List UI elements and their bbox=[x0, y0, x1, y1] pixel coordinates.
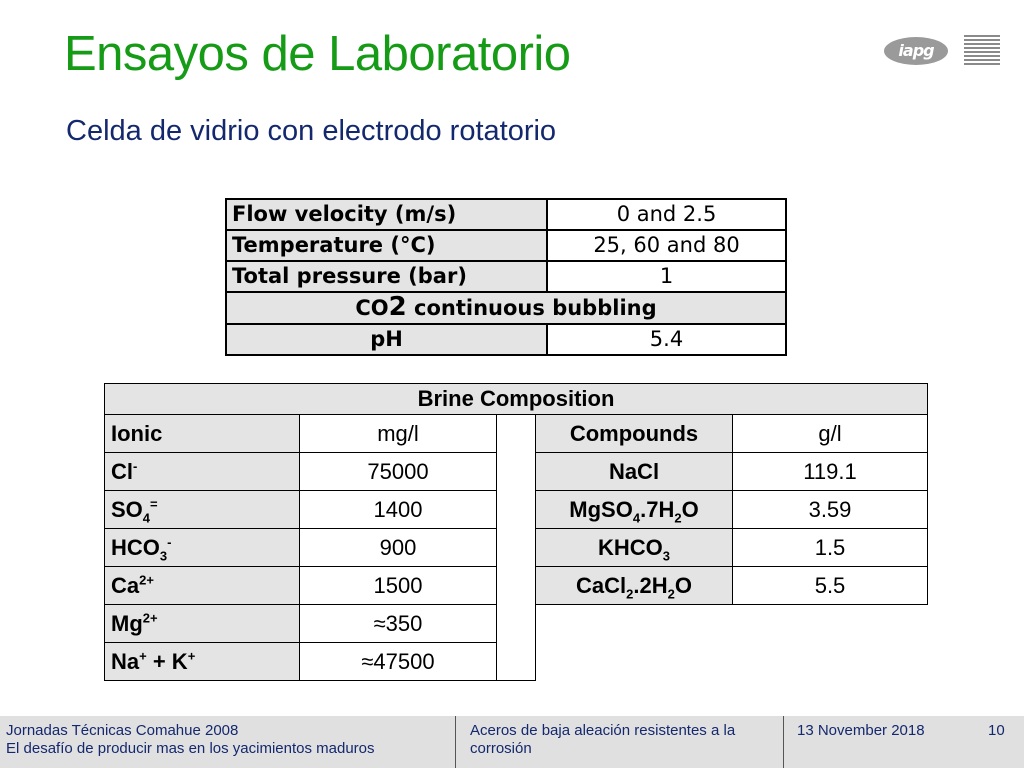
ph-value: 5.4 bbox=[547, 324, 786, 355]
compound-value: 3.59 bbox=[733, 491, 928, 529]
table-row bbox=[226, 292, 786, 324]
condition-value: 25, 60 and 80 bbox=[547, 230, 786, 261]
slide-title: Ensayos de Laboratorio bbox=[64, 27, 571, 81]
compound-name: $CaCl_2.2H_2O$ bbox=[536, 567, 733, 605]
footer-date: 13 November 2018 bbox=[797, 722, 925, 739]
table-row bbox=[226, 199, 786, 230]
compound-name: $KHCO_3$ bbox=[536, 529, 733, 567]
brine-title: Brine Composition bbox=[105, 384, 928, 415]
footer-event bbox=[6, 722, 375, 758]
ion-base: Mg bbox=[111, 610, 143, 636]
condition-label: Total pressure (bar) bbox=[226, 261, 547, 292]
ion-label bbox=[105, 643, 300, 681]
condition-label: Flow velocity (m/s) bbox=[226, 199, 547, 230]
ph-label: pH bbox=[226, 324, 547, 355]
footer-topic: Aceros de baja aleación resistentes a la corrosión bbox=[470, 722, 736, 757]
ion-subscript: 4 bbox=[142, 509, 151, 525]
test-conditions-table bbox=[225, 198, 787, 356]
ion-value: 1400 bbox=[300, 491, 497, 529]
ion-label bbox=[105, 491, 300, 529]
footer-event-subtitle: El desafío de producir mas en los yacimientos maduros bbox=[6, 740, 375, 757]
condition-value: 1 bbox=[547, 261, 786, 292]
compound-name: $MgSO_4.7H_2O$ bbox=[536, 491, 733, 529]
slide-footer bbox=[0, 716, 1024, 768]
ion-base: SO bbox=[111, 496, 143, 522]
ion-base: Cl bbox=[111, 458, 133, 484]
ion-value: 900 bbox=[300, 529, 497, 567]
ion-label bbox=[105, 567, 300, 605]
stripes-logo-icon bbox=[964, 35, 1000, 69]
empty-cell bbox=[536, 643, 928, 681]
ion-label bbox=[105, 529, 300, 567]
column-gap bbox=[497, 415, 536, 681]
ion-charge: + bbox=[139, 648, 147, 664]
ion-value: ≈350 bbox=[300, 605, 497, 643]
ion-value: 75000 bbox=[300, 453, 497, 491]
ion-extra: + K bbox=[146, 648, 188, 674]
table-row bbox=[226, 261, 786, 292]
table-row bbox=[226, 324, 786, 355]
ion-base: HCO bbox=[111, 534, 160, 560]
compound-value: 1.5 bbox=[733, 529, 928, 567]
footer-divider bbox=[783, 716, 784, 768]
ion-subscript: 3 bbox=[159, 547, 168, 563]
ionic-unit: mg/l bbox=[300, 415, 497, 453]
ion-extra-charge: + bbox=[187, 648, 196, 664]
ion-label bbox=[105, 605, 300, 643]
co2-bubbling-cell bbox=[226, 292, 786, 324]
co2-suffix: continuous bubbling bbox=[406, 296, 657, 320]
footer-event-name: Jornadas Técnicas Comahue 2008 bbox=[6, 722, 239, 739]
compound-name: NaCl bbox=[536, 453, 733, 491]
table-row bbox=[226, 230, 786, 261]
ion-charge: 2+ bbox=[139, 572, 154, 588]
co2-subscript: 2 bbox=[388, 292, 407, 322]
compounds-header: Compounds bbox=[536, 415, 733, 453]
co2-prefix: CO bbox=[355, 296, 389, 320]
ionic-header: Ionic bbox=[105, 415, 300, 453]
ion-charge: - bbox=[167, 534, 172, 550]
ion-charge: 2+ bbox=[142, 610, 158, 626]
condition-value: 0 and 2.5 bbox=[547, 199, 786, 230]
iapg-logo bbox=[884, 37, 948, 65]
compounds-unit: g/l bbox=[733, 415, 928, 453]
ion-base: Ca bbox=[111, 572, 140, 598]
ion-charge: = bbox=[150, 496, 158, 512]
ion-value: 1500 bbox=[300, 567, 497, 605]
slide-subtitle: Celda de vidrio con electrodo rotatorio bbox=[66, 115, 557, 147]
compound-value: 119.1 bbox=[733, 453, 928, 491]
empty-cell bbox=[536, 605, 928, 643]
ion-base: Na bbox=[111, 648, 140, 674]
compound-value: 5.5 bbox=[733, 567, 928, 605]
condition-label: Temperature (°C) bbox=[226, 230, 547, 261]
footer-divider bbox=[455, 716, 456, 768]
ion-label bbox=[105, 453, 300, 491]
brine-composition-table bbox=[104, 383, 928, 681]
ion-value: ≈47500 bbox=[300, 643, 497, 681]
table-row bbox=[105, 384, 928, 415]
logo-text: iapg bbox=[898, 41, 934, 60]
ion-charge: - bbox=[133, 458, 138, 474]
table-row bbox=[105, 415, 928, 453]
page-number: 10 bbox=[988, 722, 1005, 739]
